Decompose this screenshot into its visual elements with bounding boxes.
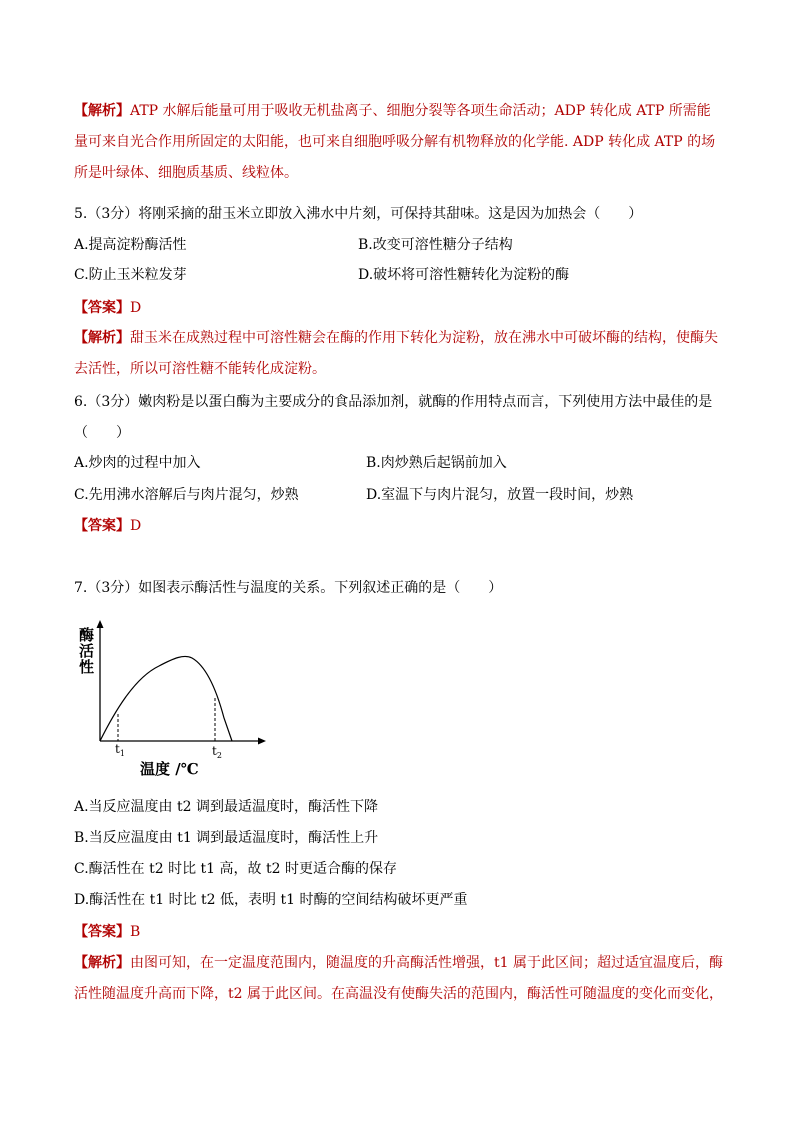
- analysis-tag: 【解析】: [74, 330, 130, 346]
- q7-stem: 7.（3分）如图表示酶活性与温度的关系。下列叙述正确的是（ ）: [74, 580, 503, 596]
- x-axis-label: 温度 /℃: [140, 760, 199, 778]
- q5-answer: [74, 298, 141, 318]
- q7-option-d: D.酶活性在 t1 时比 t2 低，表明 t1 时酶的空间结构破坏更严重: [74, 892, 468, 908]
- q5-option-c: C.防止玉米粒发芽: [74, 267, 187, 283]
- answer-value: D: [130, 300, 142, 316]
- q6-option-a: A.炒肉的过程中加入: [74, 455, 201, 471]
- q6-option-d: D.室温下与肉片混匀，放置一段时间，炒熟: [366, 487, 634, 503]
- q5-option-d: D.破坏将可溶性糖转化为淀粉的酶: [358, 267, 570, 283]
- q7-analysis: [74, 948, 724, 1010]
- enzyme-temperature-figure: [74, 618, 274, 778]
- q5-stem: 5.（3分）将刚采摘的甜玉米立即放入沸水中片刻，可保持其甜味。这是因为加热会（ ）: [74, 206, 643, 222]
- analysis-text: 甜玉米在成熟过程中可溶性糖会在酶的作用下转化为淀粉，放在沸水中可破坏酶的结构，使酶失去活性，所以可溶性糖不能转化成淀粉。: [74, 330, 718, 377]
- y-axis-label-char: 性: [79, 658, 95, 676]
- analysis-text: ATP 水解后能量可用于吸收无机盐离子、细胞分裂等各项生命活动；ADP 转化成 ATP 所需能量可来自光合作用所固定的太阳能，也可来自细胞呼吸分解有机物释放的化学能. ADP 转化成 ATP 的场所是叶绿体、细胞质基质、线粒体。: [74, 103, 716, 181]
- answer-value: D: [130, 518, 142, 534]
- q7-answer: [74, 922, 140, 942]
- enzyme-activity-curve: [100, 656, 232, 741]
- answer-value: B: [130, 924, 141, 940]
- q5-option-b: B.改变可溶性糖分子结构: [358, 237, 513, 253]
- y-axis-label-char: 活: [79, 642, 95, 660]
- q5-analysis: [74, 323, 724, 385]
- answer-tag: 【答案】: [74, 300, 130, 316]
- analysis-tag: 【解析】: [74, 103, 130, 119]
- answer-tag: 【答案】: [74, 518, 130, 534]
- q7-option-b: B.当反应温度由 t1 调到最适温度时，酶活性上升: [74, 830, 379, 846]
- t1-label: $t_1$: [115, 742, 125, 758]
- analysis-q4: [74, 96, 724, 189]
- x-axis-arrow: [258, 738, 266, 745]
- q6-option-b: B.肉炒熟后起锅前加入: [366, 455, 507, 471]
- q5-option-a: A.提高淀粉酶活性: [74, 237, 187, 253]
- q7-option-c: C.酶活性在 t2 时比 t1 高，故 t2 时更适合酶的保存: [74, 861, 397, 877]
- q6-stem: 6.（3分）嫩肉粉是以蛋白酶为主要成分的食品添加剂，就酶的作用特点而言，下列使用方法中最佳的是（ ）: [74, 394, 713, 441]
- t2-label: $t_2$: [212, 744, 222, 760]
- y-axis-arrow: [97, 620, 104, 628]
- q7-option-a: A.当反应温度由 t2 调到最适温度时，酶活性下降: [74, 799, 378, 815]
- q6-answer: [74, 516, 141, 536]
- y-axis-label-char: 酶: [79, 626, 95, 644]
- q6-option-c: C.先用沸水溶解后与肉片混匀，炒熟: [74, 487, 299, 503]
- answer-tag: 【答案】: [74, 924, 130, 940]
- analysis-tag: 【解析】: [74, 955, 130, 971]
- analysis-text: 由图可知，在一定温度范围内，随温度的升高酶活性增强，t1 属于此区间；超过适宜温度后，酶活性随温度升高而下降，t2 属于此区间。在高温没有使酶失活的范围内，酶活性可随温度的变化而变化，: [74, 955, 723, 1002]
